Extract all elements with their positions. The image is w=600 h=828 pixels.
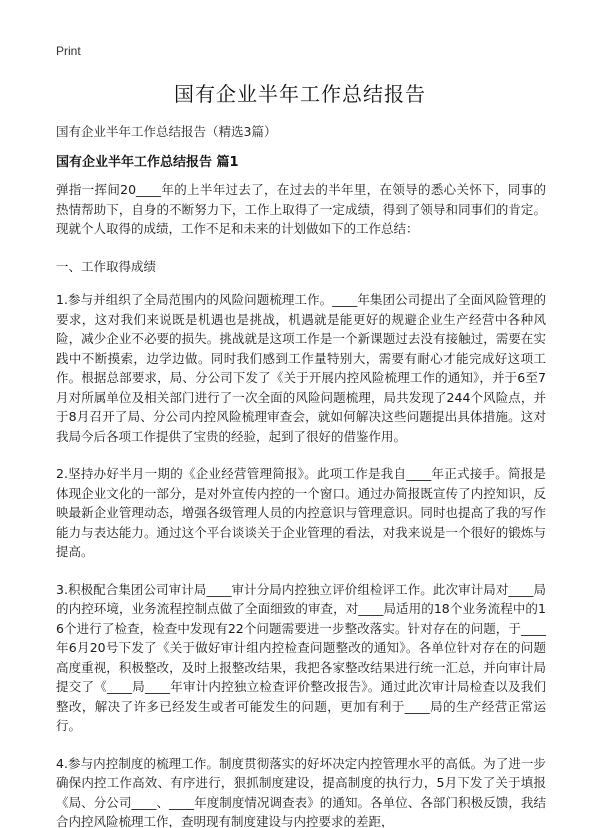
document-body [56,180,546,828]
paragraph-item-1: 1.参与并组织了全局范围内的风险问题梳理工作。____年集团公司提出了全面风险管理的要求，这对我们来说既是机遇也是挑战，机遇就是能更好的规避企业生产经营中各种风险，减少企业不必要的损失。挑战就是这项工作是一个新课题过去没有接触过，需要在实践中不断摸索，边学边做。同时我们感到工作量特别大，需要有耐心才能完成好这项工作。根据总部要求，局、分公司下发了《关于开展内控风险梳理工作的通知》，并于6至7月对所属单位及相关部门进行了一次全面的风险问题梳理，局共发现了244个风险点，并于8月召开了局、分公司内控风险梳理审查会，就如何解决这些问题提出具体措施。这对我局今后各项工作提供了宝贵的经验，起到了很好的借鉴作用。 [56,292,546,444]
paragraph-intro: 弹指一挥间20____年的上半年过去了，在过去的半年里，在领导的悉心关怀下，同事的热情帮助下，自身的不断努力下，工作上取得了一定成绩，得到了领导和同事们的肯定。现就个人取得的成绩，工作不足和未来的计划做如下的工作总结： [56,182,546,236]
paragraph-item-3: 3.积极配合集团公司审计局____审计分局内控独立评价组检评工作。此次审计局对____局的内控环境，业务流程控制点做了全面细致的审查，对____局适用的18个业务流程中的16个进行了检查，检查中发现有22个问题需要进一步整改落实。针对存在的问题，于____年6月20号下发了《关于做好审计组内控检查问题整改的通知》。各单位针对存在的问题高度重视，积极整改，及时上报整改结果，我把各家整改结果进行统一汇总，并向审计局提交了《____局____年审计内控独立检查评价整改报告》。通过此次审计局检查以及我们整改，解决了许多已经发生或者可能发生的问题，更加有利于____局的生产经营正常运行。 [56,581,546,733]
section-heading: 国有企业半年工作总结报告 篇1 [56,155,239,170]
print-link[interactable]: Print [56,44,81,58]
paragraph-item-4: 4.参与内控制度的梳理工作。制度贯彻落实的好坏决定内控管理水平的高低。为了进一步确保内控工作高效、有序进行，狠抓制度建设，提高制度的执行力，5月下发了关于填报《局、分公司____、____年度制度情况调查表》的通知。各单位、各部门积极反馈，我结合内控风险梳理工作，查明现有制度建设与内控要求的差距， [56,755,546,828]
document-subtitle: 国有企业半年工作总结报告（精选3篇） [56,124,277,139]
paragraph-item-2: 2.坚持办好半月一期的《企业经营管理简报》。此项工作是我自____年正式接手。简报是体现企业文化的一部分，是对外宣传内控的一个窗口。通过办简报既宣传了内控知识，反映最新企业管理动态，增强各级管理人员的内控意识与管理意识。同时也提高了我的写作能力与表达能力。通过这个平台谈谈关于企业管理的看法，对我来说是一个很好的锻炼与提高。 [56,466,546,559]
subheading-achievements: 一、工作取得成绩 [56,258,157,274]
document-title: 国有企业半年工作总结报告 [174,82,426,106]
